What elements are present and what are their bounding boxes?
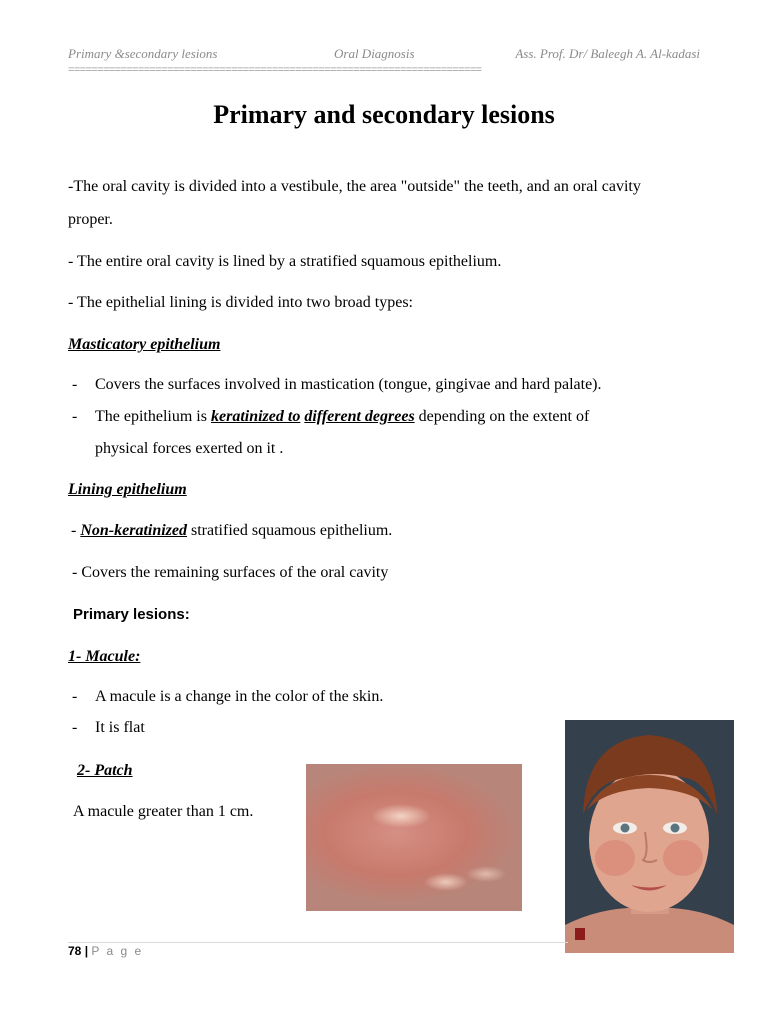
header-center-text: Oral Diagnosis bbox=[334, 46, 415, 61]
patch-heading: 2- Patch bbox=[77, 762, 133, 779]
footer-rule bbox=[68, 942, 568, 943]
list-dash: - bbox=[72, 376, 78, 393]
masticatory-item-1: Covers the surfaces involved in mastication (tongue, gingivae and hard palate). bbox=[95, 376, 602, 393]
lining-item-1-pre: - bbox=[71, 522, 81, 539]
intro-paragraph-1-line-1: -The oral cavity is divided into a vestibule, the area "outside" the teeth, and an oral cavity bbox=[68, 178, 641, 195]
patch-text: A macule greater than 1 cm. bbox=[73, 803, 254, 820]
primary-lesions-heading: Primary lesions: bbox=[73, 606, 190, 623]
macule-heading: 1- Macule: bbox=[68, 648, 141, 665]
masticatory-item-2-line-2: physical forces exerted on it . bbox=[95, 440, 284, 457]
emphasis-different-degrees: different degrees bbox=[304, 408, 415, 425]
macule-item-1: A macule is a change in the color of the skin. bbox=[95, 688, 384, 705]
masticatory-item-2-post: depending on the extent of bbox=[414, 408, 590, 425]
lining-heading: Lining epithelium bbox=[68, 481, 187, 498]
lining-item-1 bbox=[71, 522, 392, 540]
list-dash: - bbox=[72, 408, 78, 425]
header-left-text: Primary &secondary lesions bbox=[68, 46, 218, 61]
list-dash: - bbox=[72, 688, 78, 705]
emphasis-non-keratinized: Non-keratinized bbox=[80, 522, 187, 539]
child-freckles-photo bbox=[565, 720, 734, 953]
macule-item-2: It is flat bbox=[95, 719, 145, 736]
masticatory-item-2 bbox=[95, 408, 589, 426]
lining-item-2: - Covers the remaining surfaces of the oral cavity bbox=[72, 564, 389, 581]
page-title: Primary and secondary lesions bbox=[213, 100, 555, 129]
header-rule: ======================================================================= bbox=[68, 64, 482, 76]
running-header bbox=[68, 46, 702, 64]
footer-separator: | bbox=[84, 944, 89, 958]
child-portrait-illustration bbox=[565, 720, 734, 953]
patch-skin-photo bbox=[306, 764, 522, 911]
intro-paragraph-1-line-2: proper. bbox=[68, 211, 113, 228]
page-footer bbox=[68, 944, 143, 958]
page-number: 78 bbox=[68, 944, 82, 958]
lining-item-1-post: stratified squamous epithelium. bbox=[187, 522, 393, 539]
header-right-text: Ass. Prof. Dr/ Baleegh A. Al-kadasi bbox=[515, 46, 700, 61]
masticatory-item-2-pre: The epithelium is bbox=[95, 408, 211, 425]
emphasis-keratinized: keratinized to bbox=[210, 408, 301, 425]
intro-paragraph-3: - The epithelial lining is divided into two broad types: bbox=[68, 294, 413, 311]
masticatory-heading: Masticatory epithelium bbox=[68, 336, 221, 353]
intro-paragraph-2: - The entire oral cavity is lined by a stratified squamous epithelium. bbox=[68, 253, 502, 270]
list-dash: - bbox=[72, 719, 78, 736]
page-label: P a g e bbox=[91, 944, 144, 958]
